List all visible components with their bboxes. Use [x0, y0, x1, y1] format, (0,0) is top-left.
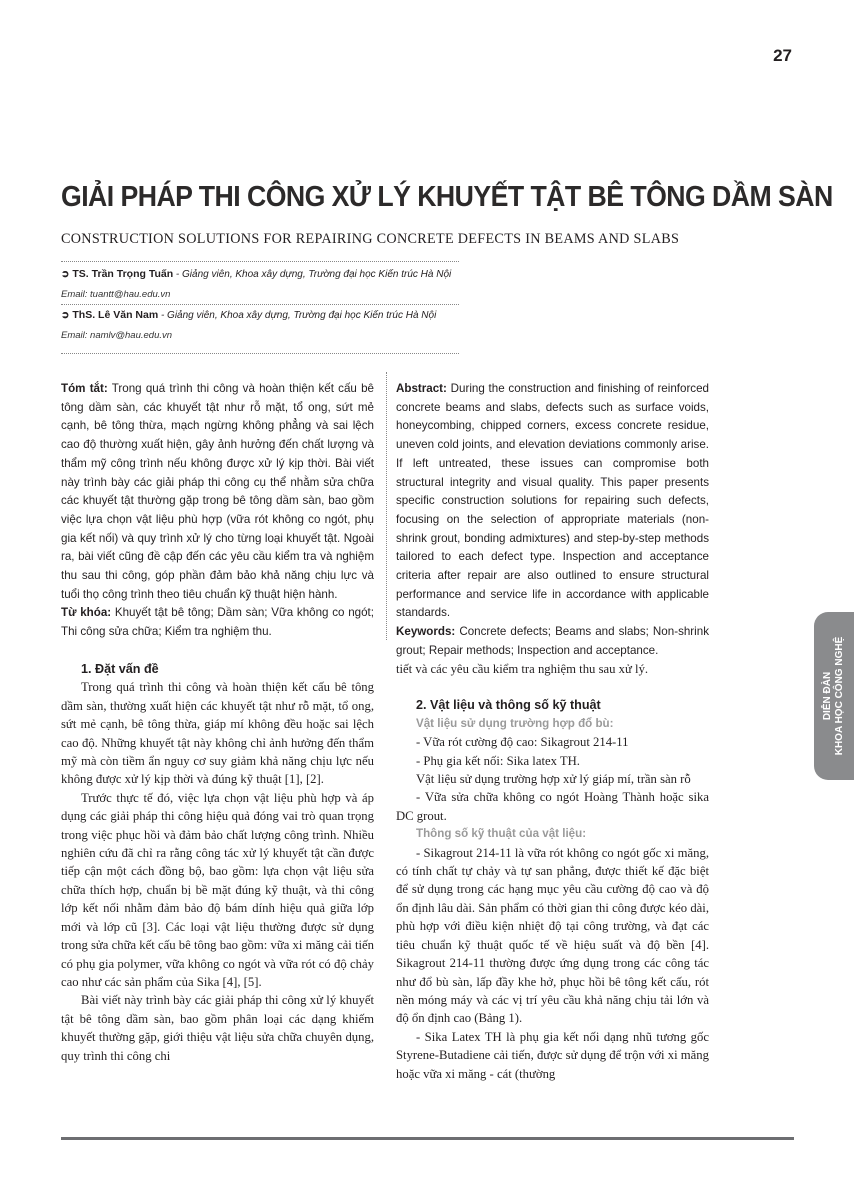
abstract-english [396, 380, 709, 661]
author-2-affiliation: - Giảng viên, Khoa xây dựng, Trường đại học Kiến trúc Hà Nội [158, 310, 437, 321]
abstract-vi-text: Trong quá trình thi công và hoàn thiện kết cấu bê tông dầm sàn, các khuyết tật như rỗ mặt, tổ ong, sứt mẻ cạnh, bê tông thừa, mạch ngừng không phẳng và sai lệch cao độ thường xuất hiện, gây ảnh hưởng đến chất lượng và thẩm mỹ công trình nếu không được xử lý kịp thời. Bài viết này trình bày các giải pháp thi công cụ thể nhằm sửa chữa các khuyết tật thường gặp trong bê tông dầm sàn, bao gồm việc lựa chọn vật liệu phù hợp (vữa rót không co ngót, phụ gia kết nối) và quy trình xử lý cho từng loại khuyết tật. Ngoài ra, bài viết cũng đề cập đến các yêu cầu kiểm tra và nghiệm thu sau thi công, góp phần đảm bảo khả năng chịu lực và tuổi thọ công trình theo tiêu chuẩn kỹ thuật hiện hành. [61, 382, 374, 601]
material-item-2: - Phụ gia kết nối: Sika latex TH. [416, 753, 580, 768]
subheading-specs: Thông số kỹ thuật của vật liệu: [416, 827, 587, 841]
body-column-left [61, 660, 374, 1065]
section-1-paragraph-3-continued: tiết và các yêu cầu kiểm tra nghiệm thu sau xử lý. [396, 662, 649, 676]
subheading-materials: Vật liệu sử dụng trường hợp đổ bù: [416, 716, 614, 730]
article-subtitle: CONSTRUCTION SOLUTIONS FOR REPAIRING CONCRETE DEFECTS IN BEAMS AND SLABS [61, 231, 680, 247]
section-1-paragraph-1: Trong quá trình thi công và hoàn thiện kết cấu bê tông dầm sàn, thường xuất hiện các khuyết tật như rỗ mặt, tổ ong, sứt mẻ cạnh, bê tông thừa, giáp mí không đều hoặc sai lệch cao độ. Những khuyết tật này không chỉ ảnh hưởng đến thẩm mỹ mà còn tiềm ẩn nguy cơ suy giảm khả năng chịu lực nếu không được xử lý kịp thời và đúng kỹ thuật [1], [2]. [61, 680, 374, 787]
spec-sikagrout: - Sikagrout 214-11 là vữa rót không co ngót gốc xi măng, có tính chất tự chảy và tự san phẳng, được thiết kế đặc biệt để sử dụng trong các hạng mục yêu cầu cường độ cao và độ ổn định lâu dài. Sản phẩm có thời gian thi công được kéo dài, phù hợp với điều kiện nhiệt độ tại công trường, và đạt các tiêu chuẩn kỹ thuật quốc tế về hiệu suất và độ bền [4]. Sikagrout 214-11 thường được ứng dụng trong các công tác như đổ bù sàn, lấp đầy khe hở, phục hồi bê tông kết cấu, rót nền móng máy và các vị trí yêu cầu khả năng chịu tải lớn và độ ổn định cao (Bảng 1). [396, 845, 709, 1026]
author-2 [61, 309, 436, 321]
spec-sika-latex: - Sika Latex TH là phụ gia kết nối dạng nhũ tương gốc Styrene-Butadiene cải tiến, được sử dụng để trộn với xi măng hoặc vữa xi măng - cát (thường [396, 1029, 709, 1081]
author-1-name: TS. Trần Trọng Tuấn [72, 268, 174, 280]
body-column-right [396, 660, 709, 1083]
divider [61, 261, 459, 262]
author-1 [61, 268, 451, 280]
column-divider [386, 372, 387, 640]
abstract-vi-label: Tóm tắt: [61, 382, 108, 395]
keywords-en-label: Keywords: [396, 625, 456, 639]
arrow-icon: ➲ [61, 310, 70, 321]
abstract-en-label: Abstract: [396, 382, 447, 395]
side-tab-label [822, 637, 846, 756]
arrow-icon: ➲ [61, 269, 70, 280]
author-2-name: ThS. Lê Văn Nam [72, 309, 159, 321]
bottom-rule [61, 1137, 794, 1140]
keywords-en-text: Concrete defects; Beams and slabs; Non-shrink grout; Repair methods; Inspection and acceptance. [396, 625, 709, 657]
section-side-tab [814, 612, 854, 780]
side-tab-line-2: KHOA HỌC CÔNG NGHỆ [834, 636, 845, 756]
material-case-2: Vật liệu sử dụng trường hợp xử lý giáp mí, trần sàn rỗ [416, 772, 691, 787]
keywords-vi-text: Khuyết tật bê tông; Dầm sàn; Vữa không co ngót; Thi công sửa chữa; Kiểm tra nghiệm thu. [61, 606, 374, 639]
page-number: 27 [773, 46, 792, 65]
section-1-paragraph-2: Trước thực tế đó, việc lựa chọn vật liệu phù hợp và áp dụng các giải pháp thi công hiệu quả đóng vai trò quan trọng trong việc phục hồi và đảm bảo chất lượng công trình. Nhiều nghiên cứu đã chỉ ra rằng công tác xử lý khuyết tật cần được tiếp cận một cách đồng bộ, bao gồm: lựa chọn vật liệu sửa chữa thích hợp, chuẩn bị bề mặt đúng kỹ thuật, và thi công lớp kết nối nhằm đảm bảo độ bám dính hiệu quả giữa lớp mới và lớp cũ [3]. Các loại vật liệu thường được sử dụng trong sửa chữa kết cấu bê tông bao gồm: vữa xi măng cải tiến có phụ gia polymer, vữa không co ngót và vữa rót có độ chảy cao như các sản phẩm của Sika [4], [5]. [61, 790, 374, 989]
section-2-heading: 2. Vật liệu và thông số kỹ thuật [416, 698, 601, 713]
divider [61, 353, 459, 354]
article-title: GIẢI PHÁP THI CÔNG XỬ LÝ KHUYẾT TẬT BÊ TÔNG DẦM SÀN [61, 181, 833, 213]
abstract-en-text: During the construction and finishing of reinforced concrete beams and slabs, defects such as surface voids, honeycombing, chipped corners, excess concrete residue, uneven cold joints, and elevation deviations commonly arise. If left untreated, these issues can compromise both structural integrity and visual quality. This paper presents specific construction solutions for repairing such defects, focusing on the selection of appropriate materials (non-shrink grout, bonding admixtures) and step-by-step methods tailored to each defect type. Inspection and acceptance criteria after repair are also outlined to ensure structural performance and service life in accordance with applicable standards. [396, 382, 709, 620]
author-1-affiliation: - Giảng viên, Khoa xây dựng, Trường đại học Kiến trúc Hà Nội [173, 269, 452, 280]
abstract-vietnamese [61, 380, 374, 642]
author-2-email: Email: namlv@hau.edu.vn [61, 330, 173, 341]
section-1-paragraph-3: Bài viết này trình bày các giải pháp thi công xử lý khuyết tật bê tông dầm sàn, bao gồm phân loại các dạng khiếm khuyết thường gặp, giới thiệu vật liệu sửa chữa chuyên dụng, quy trình thi công chi [61, 993, 374, 1063]
keywords-vi-label: Từ khóa: [61, 606, 112, 620]
side-tab-line-1: DIỄN ĐÀN [822, 671, 833, 721]
section-1-heading: 1. Đặt vấn đề [81, 662, 159, 676]
divider [61, 304, 459, 305]
material-item-3: - Vữa sửa chữa không co ngót Hoàng Thành hoặc sika DC grout. [396, 790, 709, 823]
author-1-email: Email: tuantt@hau.edu.vn [61, 289, 171, 300]
material-item-1: - Vữa rót cường độ cao: Sikagrout 214-11 [416, 735, 629, 750]
